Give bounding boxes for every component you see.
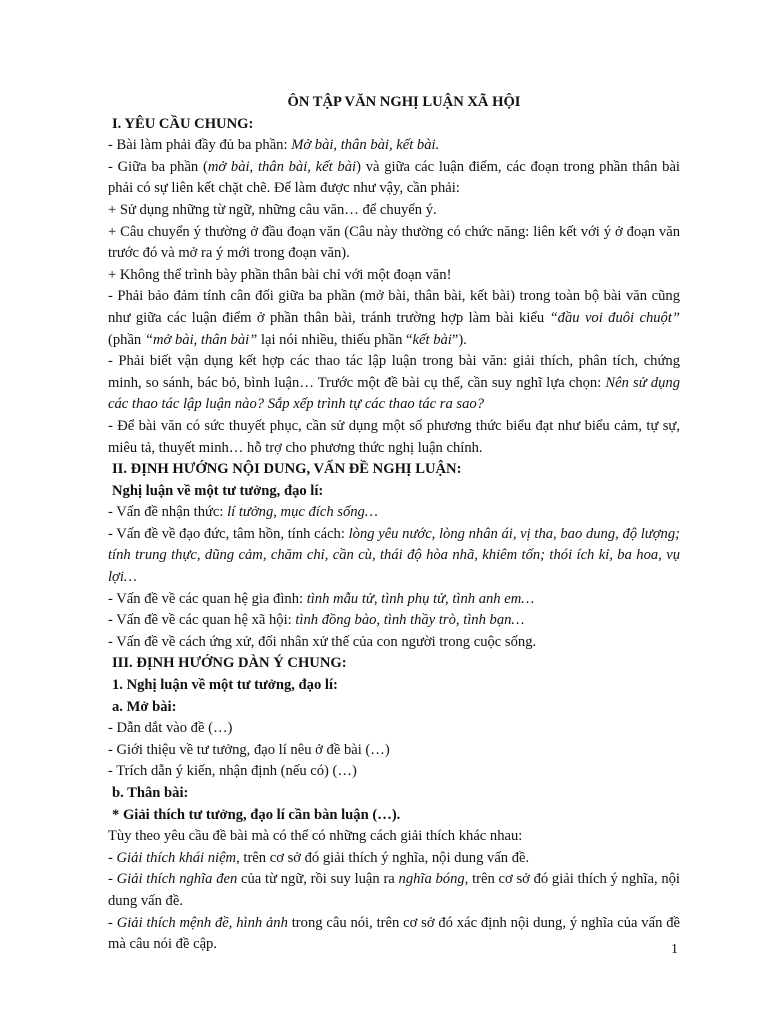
text: ”).	[451, 331, 467, 348]
subheading: b. Thân bài:	[112, 785, 189, 801]
italic-text: “mở bài, thân bài”	[144, 331, 258, 348]
text: trong câu nói, trên cơ sở đó xác định nội dung, ý nghĩa của vấn đề mà câu nói đề cập.	[108, 914, 680, 953]
list-item: - Dẫn dắt vào đề (…)	[108, 720, 233, 737]
text: ) và giữa các luận điểm, các đoạn trong phần thân bài phải có sự liên kết chặt chẽ. Để làm được như vậy, cần phải:	[108, 158, 680, 197]
text: - Vấn đề về các quan hệ xã hội:	[108, 612, 296, 629]
text: (phần	[108, 331, 145, 348]
text: - Vấn đề về các quan hệ gia đình:	[108, 590, 307, 607]
text: của từ ngữ, rồi suy luận ra	[237, 871, 399, 888]
bullet-item: + Câu chuyển ý thường ở đầu đoạn văn (Câu này thường có chức năng: liên kết với ý ở đoạn văn trước đó và mở ra ý mới trong đoạn văn).	[108, 223, 680, 262]
list-item	[108, 913, 680, 956]
list-item	[108, 524, 680, 589]
page-number: 1	[671, 942, 678, 957]
text: -	[108, 849, 117, 866]
list-item	[108, 502, 680, 524]
subheading: * Giải thích tư tưởng, đạo lí cần bàn luận (…).	[112, 806, 401, 823]
italic-text: Nên sử dụng các thao tác lập luận nào? Sắp xếp trình tự các thao tác ra sao?	[108, 374, 680, 413]
text: - Phải biết vận dụng kết hợp các thao tác lập luận trong bài văn: giải thích, phân tích, chứng minh, so sánh, bác bỏ, bình luận… Trước một đề bài cụ thể, cần suy nghĩ lựa chọn:	[108, 353, 680, 391]
list-item	[108, 848, 680, 870]
italic-text: “đầu voi đuôi chuột”	[549, 309, 681, 326]
subheading: a. Mở bài:	[112, 698, 177, 715]
list-item	[108, 869, 680, 912]
paragraph	[108, 286, 680, 351]
italic-text: lí tưởng, mục đích sống…	[227, 504, 378, 521]
italic-text: Giải thích khái niệm	[116, 849, 237, 866]
paragraph: Tùy theo yêu cầu đề bài mà có thể có những cách giải thích khác nhau:	[108, 828, 523, 845]
paragraph	[108, 135, 680, 157]
list-item: - Trích dẫn ý kiến, nhận định (nếu có) (…)	[108, 763, 357, 780]
text: - Bài làm phải đầy đủ ba phần:	[108, 137, 292, 154]
list-item: - Vấn đề về cách ứng xử, đối nhân xử thế của con người trong cuộc sống.	[108, 633, 537, 650]
list-item	[108, 589, 680, 611]
italic-text: nghĩa bóng	[398, 871, 465, 888]
document-title: ÔN TẬP VĂN NGHỊ LUẬN XÃ HỘI	[287, 94, 521, 110]
subheading: Nghị luận về một tư tưởng, đạo lí:	[112, 482, 324, 499]
text: - Vấn đề nhận thức:	[108, 504, 228, 521]
text: - Phải bảo đảm tính cân đối giữa ba phần (mở bài, thân bài, kết bài) trong toàn bộ bài văn cũng như giữa các luận điểm ở phần thân bài, tránh trường hợp làm bài kiểu	[108, 288, 680, 326]
italic-text: Giải thích mệnh đề	[116, 914, 229, 931]
paragraph	[108, 157, 680, 200]
paragraph: - Để bài văn có sức thuyết phục, cần sử dụng một số phương thức biểu đạt như biểu cảm, tự sự, miêu tả, thuyết minh… hỗ trợ cho phương thức nghị luận chính.	[108, 417, 680, 456]
text: -	[108, 871, 117, 888]
section-heading-1: I. YÊU CẦU CHUNG:	[112, 115, 254, 132]
italic-text: lòng yêu nước, lòng nhân ái, vị tha, bao dung, độ lượng; tính trung thực, dũng cảm, chăm chỉ, cần cù, thái độ hòa nhã, khiêm tốn; thói ích kỉ, ba hoa, vụ lợi…	[108, 525, 680, 586]
italic-text: kết bài	[412, 331, 452, 348]
bullet-item: + Sử dụng những từ ngữ, những câu văn… để chuyển ý.	[108, 201, 437, 218]
text: , trên cơ sở đó giải thích ý nghĩa, nội dung vấn đề.	[236, 849, 530, 866]
italic-text: hình ảnh	[236, 914, 288, 931]
list-item	[108, 610, 680, 632]
subheading: 1. Nghị luận về một tư tưởng, đạo lí:	[112, 677, 338, 694]
italic-text: mở bài, thân bài, kết bài	[207, 158, 357, 175]
list-item: - Giới thiệu về tư tưởng, đạo lí nêu ở đề bài (…)	[108, 741, 390, 758]
italic-text: tình mẫu tử, tình phụ tử, tình anh em…	[306, 590, 535, 607]
italic-text: Giải thích nghĩa đen	[116, 871, 238, 888]
section-heading-2: II. ĐỊNH HƯỚNG NỘI DUNG, VẤN ĐỀ NGHỊ LUẬN:	[112, 461, 462, 478]
text: - Giữa ba phần (	[108, 158, 208, 175]
paragraph	[108, 351, 680, 416]
document-body	[108, 92, 680, 956]
text: ,	[228, 914, 237, 931]
text: lại nói nhiều, thiếu phần “	[257, 331, 413, 348]
section-heading-3: III. ĐỊNH HƯỚNG DÀN Ý CHUNG:	[112, 655, 347, 672]
text: - Vấn đề về đạo đức, tâm hồn, tính cách:	[108, 525, 349, 542]
bullet-item: + Không thể trình bày phần thân bài chỉ với một đoạn văn!	[108, 266, 452, 283]
italic-text: tình đồng bào, tình thầy trò, tình bạn…	[295, 612, 525, 629]
text: , trên cơ sở đó giải thích ý nghĩa, nội dung vấn đề.	[108, 871, 680, 909]
italic-text: Mở bài, thân bài, kết bài.	[291, 137, 440, 154]
text: -	[108, 914, 117, 931]
